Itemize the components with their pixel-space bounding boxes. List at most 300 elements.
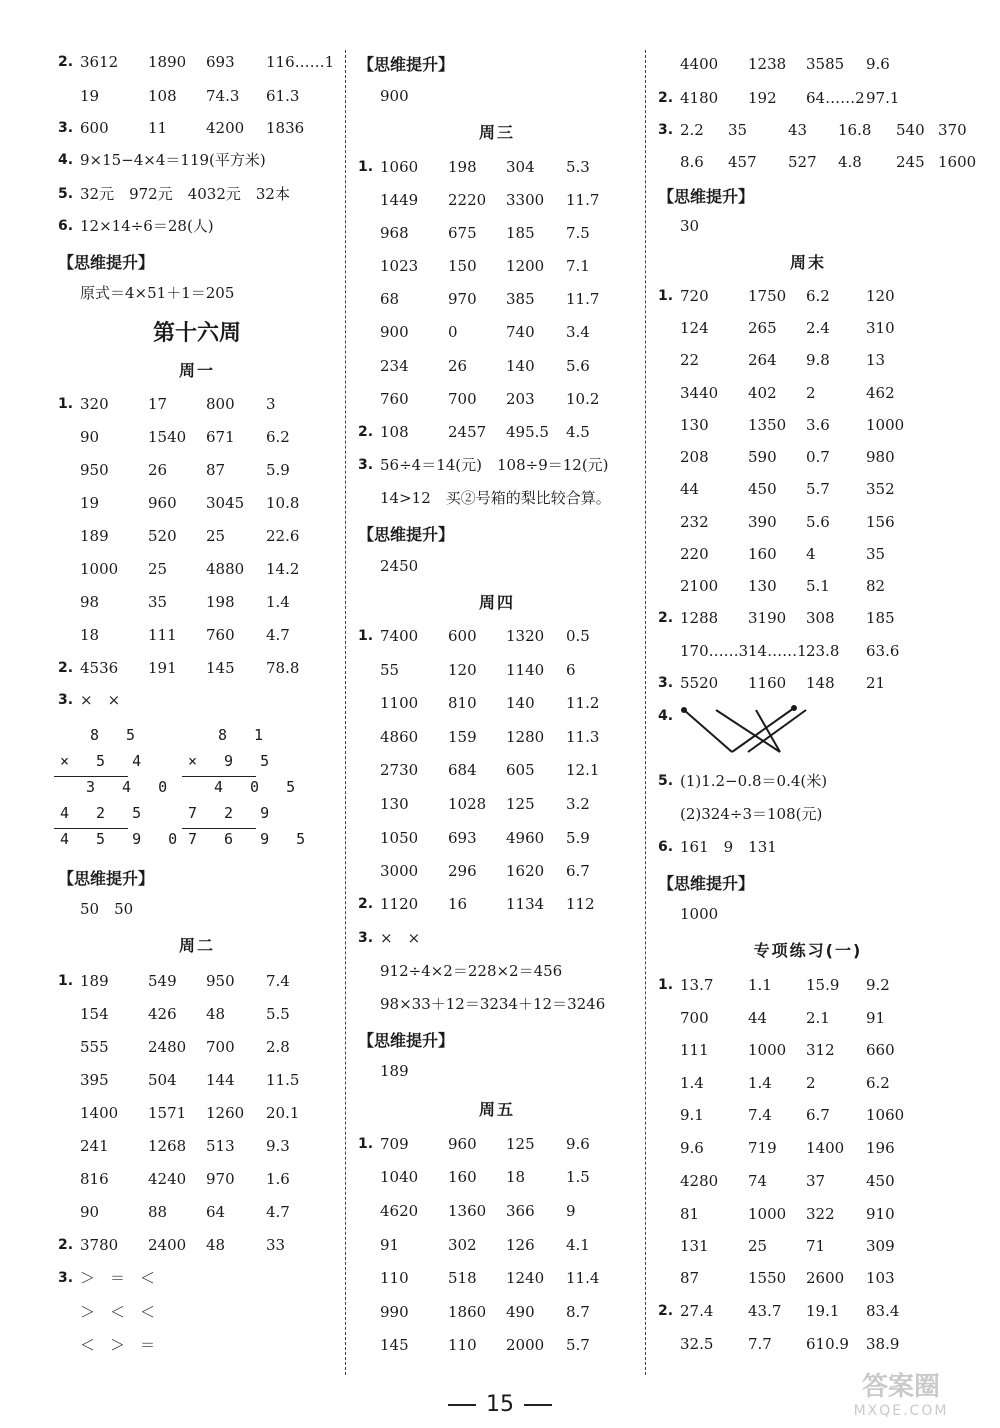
answer-cell: 1836 — [266, 119, 305, 137]
answer-cell: 9.2 — [866, 976, 890, 994]
vertical-multiplication-row: 4 0 5 — [214, 778, 305, 796]
question-number: 6. — [58, 218, 74, 234]
answer-cell: 232 — [680, 513, 709, 531]
answer-cell: 1238 — [748, 55, 787, 73]
answer-cell: 7.4 — [748, 1106, 772, 1124]
answer-cell: 90 — [80, 1203, 100, 1221]
question-number: 4. — [58, 152, 74, 168]
answer-cell: 14.2 — [266, 560, 300, 578]
match-line — [732, 708, 794, 752]
answer-cell: 4536 — [80, 659, 119, 677]
answer-cell: 4.5 — [566, 423, 590, 441]
answer-cell: 4400 — [680, 55, 719, 73]
answer-cell: 910 — [866, 1205, 895, 1223]
answer-cell: 518 — [448, 1269, 477, 1287]
answer-cell: 4620 — [380, 1202, 419, 1220]
page-number-dash — [448, 1404, 476, 1406]
answer-cell: 2.2 — [680, 121, 704, 139]
answer-cell: 3780 — [80, 1236, 119, 1254]
answer-cell: 154 — [80, 1005, 109, 1023]
answer-cell: 2 — [806, 384, 816, 402]
answer-cell: 97.1 — [866, 89, 900, 107]
answer-cell: 6.2 — [866, 1074, 890, 1092]
answer-cell: 2.8 — [266, 1038, 290, 1056]
answer-cell: 370 — [938, 121, 967, 139]
answer-cell: 5.9 — [566, 829, 590, 847]
answer-text: 1000 — [680, 905, 719, 923]
answer-cell: 555 — [80, 1038, 109, 1056]
answer-cell: 1571 — [148, 1104, 187, 1122]
answer-cell: 1240 — [506, 1269, 545, 1287]
answer-cell: 10.8 — [266, 494, 300, 512]
week-heading: 周二 — [178, 936, 215, 955]
answer-cell: 140 — [506, 357, 535, 375]
answer-cell: 970 — [448, 290, 477, 308]
answer-cell: 189 — [80, 527, 109, 545]
answer-text: 98×33＋12＝3234＋12＝3246 — [380, 995, 606, 1013]
answer-cell: 1400 — [806, 1139, 845, 1157]
answer-cell: 4200 — [206, 119, 245, 137]
answer-cell: 1449 — [380, 191, 419, 209]
answer-cell: 35 — [728, 121, 748, 139]
answer-cell: 26 — [148, 461, 168, 479]
answer-cell: 1200 — [506, 257, 545, 275]
vertical-multiplication-row: 7 6 9 5 — [188, 830, 315, 848]
vertical-multiplication-row: 4 5 9 0 — [60, 830, 187, 848]
answer-cell: 675 — [448, 224, 477, 242]
answer-cell: 900 — [380, 323, 409, 341]
answer-cell: 968 — [380, 224, 409, 242]
question-number: 1. — [358, 1136, 374, 1152]
vertical-multiplication-line — [182, 776, 256, 777]
answer-cell: 8.7 — [566, 1303, 590, 1321]
answer-text: 14>12 买②号箱的梨比较合算。 — [380, 489, 611, 507]
vertical-multiplication-row: × 5 4 — [60, 752, 151, 770]
question-number: 1. — [358, 159, 374, 175]
answer-cell: 1400 — [80, 1104, 119, 1122]
answer-cell: 2.1 — [806, 1009, 830, 1027]
answer-cell: 1320 — [506, 627, 545, 645]
answer-text: 32元 972元 4032元 32本 — [80, 185, 290, 203]
answer-cell: 660 — [866, 1041, 895, 1059]
answer-cell: 7.1 — [566, 257, 590, 275]
question-number: 5. — [658, 773, 674, 789]
answer-cell: 9.6 — [866, 55, 890, 73]
answer-cell: 1050 — [380, 829, 419, 847]
question-number: 2. — [358, 896, 374, 912]
answer-cell: 7400 — [380, 627, 419, 645]
answer-cell: 185 — [866, 609, 895, 627]
answer-cell: 3300 — [506, 191, 545, 209]
answer-cell: 7.5 — [566, 224, 590, 242]
answer-cell: 90 — [80, 428, 100, 446]
answer-cell: 1.5 — [566, 1168, 590, 1186]
answer-cell: 719 — [748, 1139, 777, 1157]
answer-cell: 1040 — [380, 1168, 419, 1186]
page-number-dash — [524, 1404, 552, 1406]
answer-cell: 1060 — [866, 1106, 905, 1124]
answer-cell: 1060 — [380, 158, 419, 176]
answer-cell: 1.1 — [748, 976, 772, 994]
match-dot — [791, 705, 797, 711]
answer-cell: 693 — [448, 829, 477, 847]
answer-cell: 64 — [206, 1203, 226, 1221]
answer-cell: 160 — [748, 545, 777, 563]
answer-cell: 9.6 — [566, 1135, 590, 1153]
answer-text: × × — [80, 691, 121, 709]
answer-cell: 18 — [80, 626, 100, 644]
answer-cell: 25 — [748, 1237, 768, 1255]
week-heading: 周三 — [478, 123, 515, 142]
answer-cell: 5.7 — [566, 1336, 590, 1354]
answer-cell: 160 — [448, 1168, 477, 1186]
answer-cell: 111 — [680, 1041, 709, 1059]
answer-cell: 91 — [866, 1009, 886, 1027]
answer-cell: 103 — [866, 1269, 895, 1287]
vertical-multiplication-row: × 9 5 — [188, 752, 279, 770]
answer-cell: 220 — [680, 545, 709, 563]
answer-cell: 87 — [206, 461, 226, 479]
answer-cell: 2.4 — [806, 319, 830, 337]
answer-cell: 5.3 — [566, 158, 590, 176]
answer-cell: 1350 — [748, 416, 787, 434]
answer-cell: 245 — [896, 153, 925, 171]
week-heading: 周一 — [178, 361, 215, 380]
answer-cell: 16.8 — [838, 121, 872, 139]
answer-cell: 385 — [506, 290, 535, 308]
answer-cell: 1620 — [506, 862, 545, 880]
answer-cell: 88 — [148, 1203, 168, 1221]
answer-cell: 19.1 — [806, 1302, 840, 1320]
answer-cell: 312 — [806, 1041, 835, 1059]
answer-cell: 1134 — [506, 895, 545, 913]
answer-cell: 44 — [748, 1009, 768, 1027]
answer-cell: 0.7 — [806, 448, 830, 466]
answer-cell: 3.4 — [566, 323, 590, 341]
answer-cell: 68 — [380, 290, 400, 308]
answer-cell: 37 — [806, 1172, 826, 1190]
answer-cell: 1.4 — [680, 1074, 704, 1092]
answer-cell: 111 — [148, 626, 177, 644]
answer-cell: 22 — [680, 351, 700, 369]
answer-cell: 21 — [866, 674, 886, 692]
answer-cell: 1120 — [380, 895, 419, 913]
answer-cell: 81 — [680, 1205, 700, 1223]
answer-cell: 98 — [80, 593, 100, 611]
answer-cell: 2457 — [448, 423, 487, 441]
answer-cell: 126 — [506, 1236, 535, 1254]
answer-cell: 740 — [506, 323, 535, 341]
answer-cell: 196 — [866, 1139, 895, 1157]
question-number: 1. — [658, 977, 674, 993]
answer-text: ＞ ＝ ＜ — [80, 1269, 156, 1287]
answer-cell: 3 — [266, 395, 276, 413]
answer-cell: 14……1 — [748, 642, 807, 660]
question-number: 2. — [658, 610, 674, 626]
answer-cell: 700 — [680, 1009, 709, 1027]
answer-cell: 48 — [206, 1005, 226, 1023]
answer-text: 189 — [380, 1062, 409, 1080]
answer-cell: 0.5 — [566, 627, 590, 645]
answer-cell: 74.3 — [206, 87, 240, 105]
answer-text: ＜ ＞ ＝ — [80, 1336, 156, 1354]
answer-cell: 9.6 — [680, 1139, 704, 1157]
answer-cell: 600 — [448, 627, 477, 645]
answer-cell: 4880 — [206, 560, 245, 578]
question-number: 4. — [658, 708, 674, 724]
answer-cell: 1000 — [80, 560, 119, 578]
answer-cell: 322 — [806, 1205, 835, 1223]
question-number: 2. — [358, 424, 374, 440]
vertical-multiplication-row: 3 4 0 — [86, 778, 177, 796]
answer-cell: 296 — [448, 862, 477, 880]
answer-cell: 5.5 — [266, 1005, 290, 1023]
answer-cell: 450 — [748, 480, 777, 498]
answer-cell: 108 — [148, 87, 177, 105]
answer-cell: 9.8 — [806, 351, 830, 369]
answer-cell: 264 — [748, 351, 777, 369]
answer-cell: 125 — [506, 1135, 535, 1153]
answer-cell: 4.7 — [266, 626, 290, 644]
answer-cell: 189 — [80, 972, 109, 990]
answer-cell: 1023 — [380, 257, 419, 275]
answer-cell: 108 — [380, 423, 409, 441]
watermark-title: 答案圈 — [861, 1372, 940, 1402]
question-number: 5. — [58, 186, 74, 202]
week-heading: 专项练习(一) — [753, 941, 863, 960]
answer-cell: 198 — [206, 593, 235, 611]
answer-cell: 495.5 — [506, 423, 549, 441]
answer-cell: 234 — [380, 357, 409, 375]
answer-cell: 145 — [380, 1336, 409, 1354]
answer-cell: 74 — [748, 1172, 768, 1190]
answer-cell: 304 — [506, 158, 535, 176]
answer-cell: 43 — [788, 121, 808, 139]
answer-cell: 1.6 — [266, 1170, 290, 1188]
answer-cell: 64……2 — [806, 89, 865, 107]
answer-cell: 1860 — [448, 1303, 487, 1321]
answer-text: 161 9 131 — [680, 838, 777, 856]
answer-cell: 5.6 — [806, 513, 830, 531]
answer-cell: 5.7 — [806, 480, 830, 498]
answer-cell: 11.5 — [266, 1071, 300, 1089]
answer-cell: 5.9 — [266, 461, 290, 479]
answer-cell: 2400 — [148, 1236, 187, 1254]
answer-cell: 6.7 — [566, 862, 590, 880]
question-number: 2. — [58, 1237, 74, 1253]
question-number: 1. — [358, 628, 374, 644]
answer-text: 912÷4×2＝228×2＝456 — [380, 962, 563, 980]
question-number: 2. — [58, 660, 74, 676]
answer-cell: 520 — [148, 527, 177, 545]
answer-cell: 91 — [380, 1236, 400, 1254]
answer-cell: 760 — [206, 626, 235, 644]
question-number: 3. — [58, 692, 74, 708]
answer-cell: 33 — [266, 1236, 286, 1254]
answer-cell: 700 — [206, 1038, 235, 1056]
answer-cell: 308 — [806, 609, 835, 627]
answer-cell: 35 — [148, 593, 168, 611]
vertical-multiplication-row: 8 1 — [218, 726, 273, 744]
answer-cell: 145 — [206, 659, 235, 677]
answer-cell: 2600 — [806, 1269, 845, 1287]
vertical-multiplication-line — [54, 776, 128, 777]
answer-cell: 1.4 — [266, 593, 290, 611]
answer-cell: 32.5 — [680, 1335, 714, 1353]
answer-cell: 1550 — [748, 1269, 787, 1287]
answer-cell: 426 — [148, 1005, 177, 1023]
answer-cell: 110 — [380, 1269, 409, 1287]
answer-cell: 980 — [866, 448, 895, 466]
answer-cell: 43.7 — [748, 1302, 782, 1320]
answer-cell: 9.3 — [266, 1137, 290, 1155]
answer-cell: 1028 — [448, 795, 487, 813]
answer-cell: 3585 — [806, 55, 845, 73]
answer-cell: 366 — [506, 1202, 535, 1220]
answer-cell: 3.2 — [566, 795, 590, 813]
answer-cell: 48 — [206, 1236, 226, 1254]
watermark — [816, 1372, 986, 1424]
answer-cell: 203 — [506, 390, 535, 408]
question-number: 3. — [358, 457, 374, 473]
question-number: 1. — [658, 288, 674, 304]
answer-cell: 540 — [896, 121, 925, 139]
answer-cell: 3190 — [748, 609, 787, 627]
answer-cell: 4 — [806, 545, 816, 563]
answer-cell: 11.7 — [566, 191, 600, 209]
answer-cell: 8.6 — [680, 153, 704, 171]
answer-cell: 490 — [506, 1303, 535, 1321]
answer-cell: 38.9 — [866, 1335, 900, 1353]
question-number: 2. — [658, 90, 674, 106]
answer-cell: 130 — [748, 577, 777, 595]
answer-cell: 513 — [206, 1137, 235, 1155]
answer-cell: 4.8 — [838, 153, 862, 171]
answer-cell: 1288 — [680, 609, 719, 627]
column-divider — [345, 50, 346, 1375]
answer-cell: 9.1 — [680, 1106, 704, 1124]
answer-cell: 13.7 — [680, 976, 714, 994]
answer-cell: 20.1 — [266, 1104, 300, 1122]
answer-cell: 192 — [748, 89, 777, 107]
answer-cell: 241 — [80, 1137, 109, 1155]
answer-cell: 4180 — [680, 89, 719, 107]
answer-text: × × — [380, 929, 421, 947]
answer-cell: 156 — [866, 513, 895, 531]
answer-cell: 191 — [148, 659, 177, 677]
answer-text: (1)1.2−0.8＝0.4(米) — [680, 772, 828, 790]
answer-cell: 10.2 — [566, 390, 600, 408]
answer-cell: 816 — [80, 1170, 109, 1188]
answer-cell: 2 — [806, 1074, 816, 1092]
answer-cell: 120 — [866, 287, 895, 305]
answer-cell: 6.2 — [806, 287, 830, 305]
answer-cell: 5520 — [680, 674, 719, 692]
answer-cell: 26 — [448, 357, 468, 375]
answer-cell: 610.9 — [806, 1335, 849, 1353]
vertical-multiplication-row: 4 2 5 — [60, 804, 151, 822]
answer-cell: 6.7 — [806, 1106, 830, 1124]
answer-cell: 7.7 — [748, 1335, 772, 1353]
chapter-title: 第十六周 — [152, 320, 241, 346]
answer-cell: 131 — [680, 1237, 709, 1255]
answer-cell: 1268 — [148, 1137, 187, 1155]
answer-cell: 2100 — [680, 577, 719, 595]
question-number: 1. — [58, 396, 74, 412]
answer-cell: 130 — [680, 416, 709, 434]
answer-cell: 320 — [80, 395, 109, 413]
answer-cell: 19 — [80, 494, 100, 512]
week-heading: 周五 — [478, 1100, 515, 1119]
answer-text: 9×15−4×4＝119(平方米) — [80, 151, 266, 169]
question-number: 1. — [58, 973, 74, 989]
vertical-multiplication-row: 8 5 — [90, 726, 145, 744]
question-number: 6. — [658, 839, 674, 855]
watermark-url: MXQE.COM — [853, 1403, 949, 1419]
answer-cell: 11.2 — [566, 694, 600, 712]
answer-cell: 208 — [680, 448, 709, 466]
answer-cell: 1890 — [148, 53, 187, 71]
answer-cell: 198 — [448, 158, 477, 176]
answer-cell: 2730 — [380, 761, 419, 779]
answer-cell: 950 — [80, 461, 109, 479]
answer-cell: 11.4 — [566, 1269, 600, 1287]
answer-cell: 720 — [680, 287, 709, 305]
answer-cell: 700 — [448, 390, 477, 408]
answer-cell: 1160 — [748, 674, 787, 692]
vertical-multiplication-line — [182, 828, 256, 829]
answer-cell: 4240 — [148, 1170, 187, 1188]
answer-cell: 6 — [566, 661, 576, 679]
question-number: 2. — [658, 1303, 674, 1319]
answer-cell: 55 — [380, 661, 400, 679]
answer-cell: 22.6 — [266, 527, 300, 545]
question-number: 3. — [58, 1270, 74, 1286]
answer-cell: 61.3 — [266, 87, 300, 105]
answer-cell: 1260 — [206, 1104, 245, 1122]
matching-lines-diagram — [676, 700, 846, 764]
answer-text: 50 50 — [80, 900, 134, 918]
question-number: 3. — [58, 120, 74, 136]
answer-cell: 1000 — [866, 416, 905, 434]
answer-cell: 13 — [866, 351, 886, 369]
answer-cell: 605 — [506, 761, 535, 779]
answer-cell: 1600 — [938, 153, 977, 171]
question-number: 2. — [58, 54, 74, 70]
answer-cell: 63.6 — [866, 642, 900, 660]
answer-cell: 116……1 — [266, 53, 335, 71]
section-heading: 【思维提升】 — [58, 869, 155, 888]
column-divider — [645, 50, 646, 1375]
answer-cell: 12.1 — [566, 761, 600, 779]
question-number: 3. — [358, 930, 374, 946]
answer-text: 56÷4＝14(元) 108÷9＝12(元) — [380, 456, 609, 474]
answer-cell: 185 — [506, 224, 535, 242]
answer-cell: 4860 — [380, 728, 419, 746]
answer-cell: 18 — [506, 1168, 526, 1186]
answer-cell: 4960 — [506, 829, 545, 847]
answer-cell: 527 — [788, 153, 817, 171]
answer-cell: 87 — [680, 1269, 700, 1287]
answer-cell: 1540 — [148, 428, 187, 446]
answer-cell: 1750 — [748, 287, 787, 305]
answer-cell: 390 — [748, 513, 777, 531]
page-number-value: 15 — [486, 1392, 514, 1417]
answer-cell: 110 — [448, 1336, 477, 1354]
answer-cell: 17 — [148, 395, 168, 413]
answer-cell: 2000 — [506, 1336, 545, 1354]
answer-cell: 1140 — [506, 661, 545, 679]
